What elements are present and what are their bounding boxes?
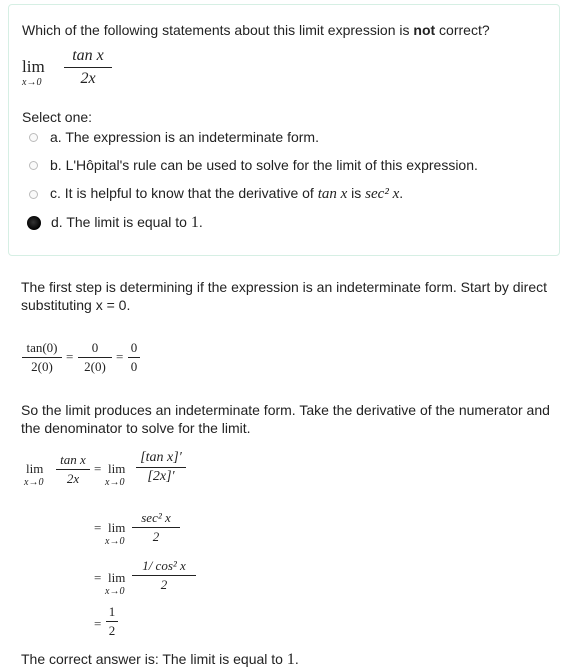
radio-button-a[interactable] — [29, 133, 38, 142]
limit-fraction: tan x 2x — [64, 47, 112, 88]
option-b[interactable]: b. L'Hôpital's rule can be used to solve for the limit of this expression. — [29, 155, 478, 175]
question-emphasis: not — [413, 22, 436, 38]
option-c[interactable]: c. It is helpful to know that the derivative of tan x is sec² x. — [29, 184, 403, 204]
explanation-paragraph-2: So the limit produces an indeterminate form. Take the derivative of the numerator and the denominator to solve for the limit. — [21, 402, 550, 436]
lhopital-derivation: lim x→0 tan x 2x = lim x→0 [tan x]′ [2x]′ = lim x→0 sec² x 2 = lim x→0 1/ cos² x 2 = 1 2 — [26, 450, 226, 650]
option-a[interactable]: a. The expression is an indeterminate form. — [29, 127, 319, 147]
question-limit-expression: lim x→0 tan x 2x — [22, 47, 142, 87]
radio-button-b[interactable] — [29, 161, 38, 170]
question-text: Which of the following statements about this limit expression is not correct? — [22, 22, 490, 38]
question-card — [8, 4, 560, 256]
radio-button-d-selected[interactable] — [27, 216, 41, 230]
explanation-paragraph-1: The first step is determining if the expression is an indeterminate form. Start by direct substituting x = 0. — [21, 279, 548, 313]
correct-answer-statement: The correct answer is: The limit is equal to 1. — [21, 651, 299, 668]
select-one-label: Select one: — [22, 109, 93, 125]
substitution-equation: tan(0) 2(0) = 0 2(0) = 0 0 — [22, 340, 162, 380]
radio-button-c[interactable] — [29, 190, 38, 199]
option-d[interactable]: d. The limit is equal to 1. — [29, 213, 203, 233]
